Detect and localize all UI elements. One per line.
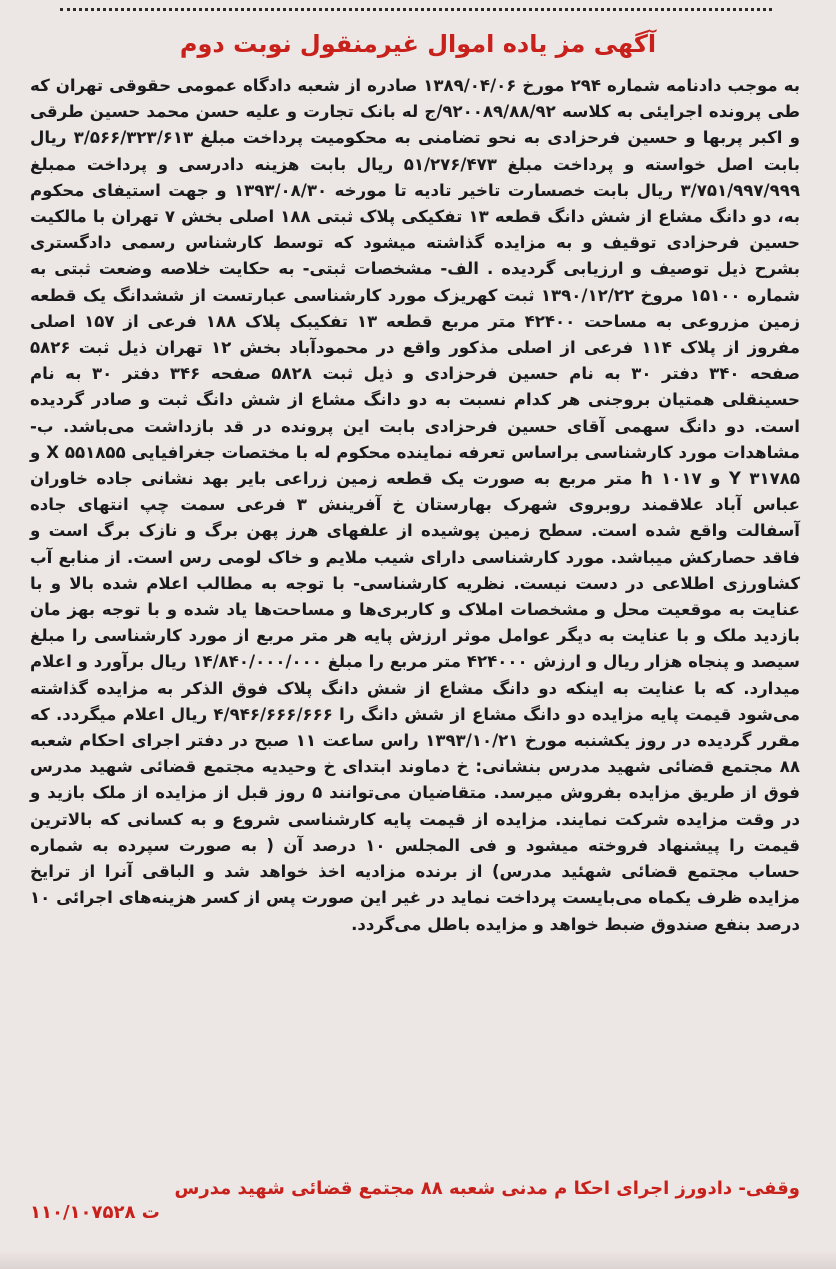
tracking-number: ت ۱۱۰/۱۰۷۵۲۸ bbox=[30, 1202, 160, 1223]
top-dotted-divider bbox=[60, 8, 772, 19]
notice-body: به موجب دادنامه شماره ۲۹۴ مورخ ۱۳۸۹/۰۴/۰۶ صادره از شعبه دادگاه عمومی حقوقی تهران که طی پرونده اجرایئی به کلاسه ۹۲۰۰۸۹/۸۸/۹۲/ج له بانک تجارت و علیه حسن محمد حسین طرقی و اکبر پربها و حسین فرحزادی به نحو تضامنی به محکومیت پرداخت مبلغ ۳/۵۶۶/۳۲۳/۶۱۳ ریال بابت اصل خواسته و پرداخت مبلغ ۵۱/۲۷۶/۴۷۳ ریال بابت هزینه دادرسی و پرداخت ممبلغ ۳/۷۵۱/۹۹۷/۹۹۹ ریال بابت خصسارت تاخیر تادیه تا مورخه ۱۳۹۳/۰۸/۳۰ و جهت استیفای محکوم به، دو دانگ مشاع از شش دانگ قطعه ۱۳ تفکیکی پلاک ثبتی ۱۸۸ اصلی بخش ۷ تهران با مالکیت حسین فرحزادی توقیف و به مزایده گذاشته میشود که توسط کارشناس رسمی دادگستری بشرح ذیل توصیف و ارزیابی گردیده . الف- مشخصات ثبتی- به حکایت خلاصه وضعت ثبتی به شماره ۱۵۱۰۰ مروخ ۱۳۹۰/۱۲/۲۲ ثبت کهریزک مورد کارشناسی عبارتست از ششدانگ یک قطعه زمین مزروعی به مساحت ۴۲۴۰۰ متر مربع قطعه ۱۳ تفکیبک پلاک ۱۸۸ فرعی از ۱۵۷ اصلی مفروز از پلاک ۱۱۴ فرعی از اصلی مذکور واقع در محمودآباد بخش ۱۲ تهران ذیل ثبت ۵۸۲۶ صفحه ۳۴۰ دفتر ۳۰ به نام حسین فرحزادی و ذیل ثبت ۵۸۲۸ صفحه ۳۴۶ دفتر ۳۰ به نام حسینقلی همتیان بروجنی هر کدام نسبت به دو دانگ مشاع از شش دانگ ثبت و صادر گردیده است. دو دانگ سهمی آقای حسین فرحزادی بابت این پرونده در قد بازداشت می‌باشد. ب- مشاهدات مورد کارشناسی براساس تعرفه نماینده محکوم له با مختصات جغرافیایی X ۵۵۱۸۵۵ و Y ۳۱۷۸۵ و h ۱۰۱۷ متر مربع به صورت یک قطعه زمین زراعی بایر بهد نشانی جاده خاوران عباس آباد علاقمند روبروی شهرک بهارستان خ آفرینش ۳ فرعی سمت چپ انتهای جاده آسفالت واقع شده است. سطح زمین پوشیده از علفهای هرز پهن برگ و نازک برگ است و فاقد حصارکش میباشد. مورد کارشناسی دارای شیب ملایم و خاک لومی رس است. از منابع آب کشاورزی اطلاعی در دست نیست. نظریه کارشناسی- با توجه به مطالب اعلام شده بالا و با عنایت به موقعیت محل و مشخصات املاک و کاربری‌ها و مساحت‌ها یاد شده و با توجه بهز مان بازدید ملک و با عنایت به دیگر عوامل موثر ارزش پایه هر متر مربع از مورد کارشناسی را مبلغ سیصد و پنجاه هزار ریال و ارزش ۴۲۴۰۰۰ متر مربع را مبلغ ۱۴/۸۴۰/۰۰۰/۰۰۰ ریال برآورد و اعلام میدارد. که با عنایت به اینکه دو دانگ مشاع از شش دانگ پلاک فوق الذکر به مزایده گذاشته می‌شود قیمت پایه مزایده دو دانگ مشاع از شش دانگ را ۴/۹۴۶/۶۶۶/۶۶۶ ریال اعلام میگردد. که مقرر گردیده در روز یکشنبه مورخ ۱۳۹۳/۱۰/۲۱ راس ساعت ۱۱ صبح در دفتر اجرای احکام شعبه ۸۸ مجتمع قضائی شهید مدرس بنشانی: خ دماوند ابتدای خ وحیدیه مجتمع قضائی شهید مدرس فوق از طریق مزایده بفروش میرسد. متقاضیان می‌توانند ۵ روز قبل از مزایده از ملک بازید و در وقت مزایده شرکت نمایند. مزایده از قیمت پایه کارشناسی شروع و به کسانی که بالاترین قیمت را پیشنهاد فروخته میشود و فی المجلس ۱۰ درصد آن ( به صورت سپرده به شماره حساب مجتمع قضائی شهئید مدرس) از برنده مزادیه اخذ خواهد شد و الباقی آنرا از ترایخ مزایده ظرف یکماه می‌بایست پرداخت نماید در غیر این صورت پس از کسر هزینه‌های اجرائی ۱۰ درصد بنفع صندوق ضبط خواهد و مزایده باطل می‌گردد. bbox=[30, 76, 801, 934]
signature-line: وقفی- دادورز اجرای احکا م مدنی شعبه ۸۸ مجتمع قضائی شهید مدرس bbox=[174, 1178, 800, 1199]
notice-signature-block bbox=[30, 1177, 800, 1225]
notice-title: آگهی مز یاده اموال غیرمنقول نوبت دوم bbox=[179, 30, 657, 58]
page-bottom-shadow bbox=[0, 1251, 836, 1269]
